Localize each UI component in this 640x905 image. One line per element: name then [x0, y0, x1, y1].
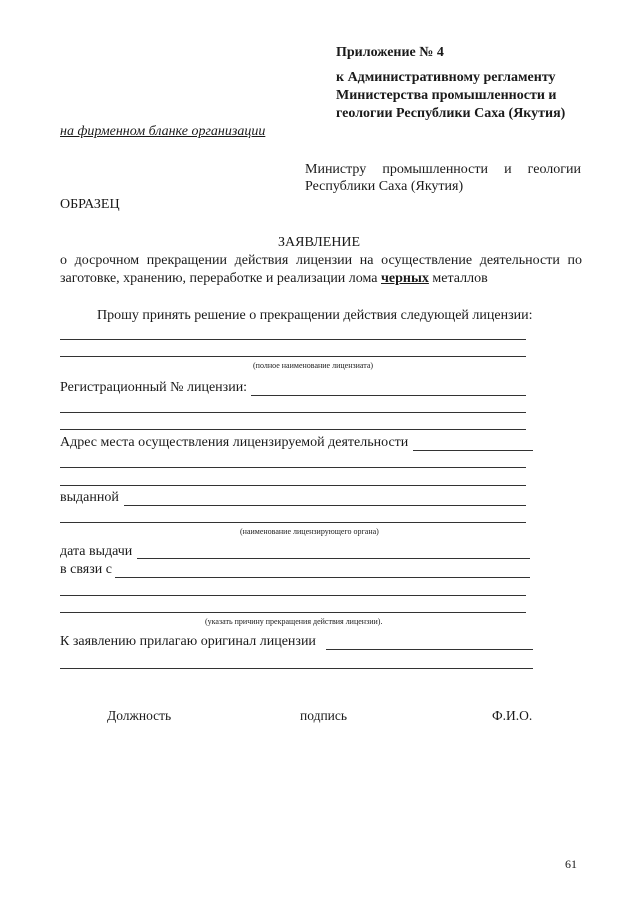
signature-sign: подпись — [300, 708, 348, 723]
addressee-word-4: геологии — [527, 162, 581, 177]
issued-line-2[interactable] — [60, 522, 526, 523]
appendix-line-1: к Административному регламенту — [336, 70, 556, 85]
authority-hint: (наименование лицензирующего органа) — [240, 527, 379, 536]
address-field[interactable] — [413, 450, 533, 451]
address-line-3[interactable] — [60, 485, 526, 486]
signature-position: Должность — [107, 708, 172, 723]
reason-label: в связи с — [60, 562, 112, 577]
page-number: 61 — [565, 857, 577, 871]
registration-line-2[interactable] — [60, 412, 526, 413]
attachment-line-2[interactable] — [60, 668, 533, 669]
licensee-line-2[interactable] — [60, 356, 526, 357]
appendix-line-3: геологии Республики Саха (Якутия) — [336, 106, 566, 121]
statement-line-2 — [60, 271, 488, 287]
addressee-word-2: промышленности — [382, 162, 488, 177]
reason-field[interactable] — [115, 577, 530, 578]
address-label: Адрес места осуществления лицензируемой деятельности — [60, 435, 409, 450]
attachment-label: К заявлению прилагаю оригинал лицензии — [60, 634, 316, 649]
statement-line-1: о досрочном прекращении действия лицензии на осуществление деятельности по — [60, 253, 582, 268]
statement-emphasis: черных — [381, 271, 429, 286]
licensee-line-1[interactable] — [60, 339, 526, 340]
issue-date-label: дата выдачи — [60, 544, 133, 559]
address-line-2[interactable] — [60, 467, 526, 468]
statement-line-2-end: металлов — [428, 271, 488, 286]
addressee-word-3: и — [504, 162, 512, 177]
licensee-hint: (полное наименование лицензиата) — [253, 361, 374, 370]
issued-label: выданной — [60, 490, 119, 505]
statement-title: ЗАЯВЛЕНИЕ — [278, 235, 361, 250]
reason-hint: (указать причину прекращения действия лицензии). — [205, 617, 383, 626]
sample-label: ОБРАЗЕЦ — [60, 197, 120, 212]
addressee-word-1: Министру — [305, 162, 367, 177]
reason-line-2[interactable] — [60, 595, 526, 596]
statement-line-2-start: заготовке, хранению, переработке и реализации лома — [60, 271, 381, 286]
letterhead-note: на фирменном бланке организации — [60, 124, 266, 139]
registration-field[interactable] — [251, 395, 526, 396]
reason-line-3[interactable] — [60, 612, 526, 613]
request-text: Прошу принять решение о прекращении действия следующей лицензии: — [97, 308, 533, 323]
addressee-line-2: Республики Саха (Якутия) — [305, 179, 464, 194]
registration-line-3[interactable] — [60, 429, 526, 430]
issue-date-field[interactable] — [137, 558, 530, 559]
appendix-line-2: Министерства промышленности и — [336, 88, 557, 103]
addressee-line-1 — [305, 162, 581, 178]
registration-label: Регистрационный № лицензии: — [60, 380, 248, 395]
signature-name: Ф.И.О. — [492, 708, 533, 723]
issued-field[interactable] — [124, 505, 526, 506]
attachment-field[interactable] — [326, 649, 533, 650]
appendix-title: Приложение № 4 — [336, 45, 444, 60]
